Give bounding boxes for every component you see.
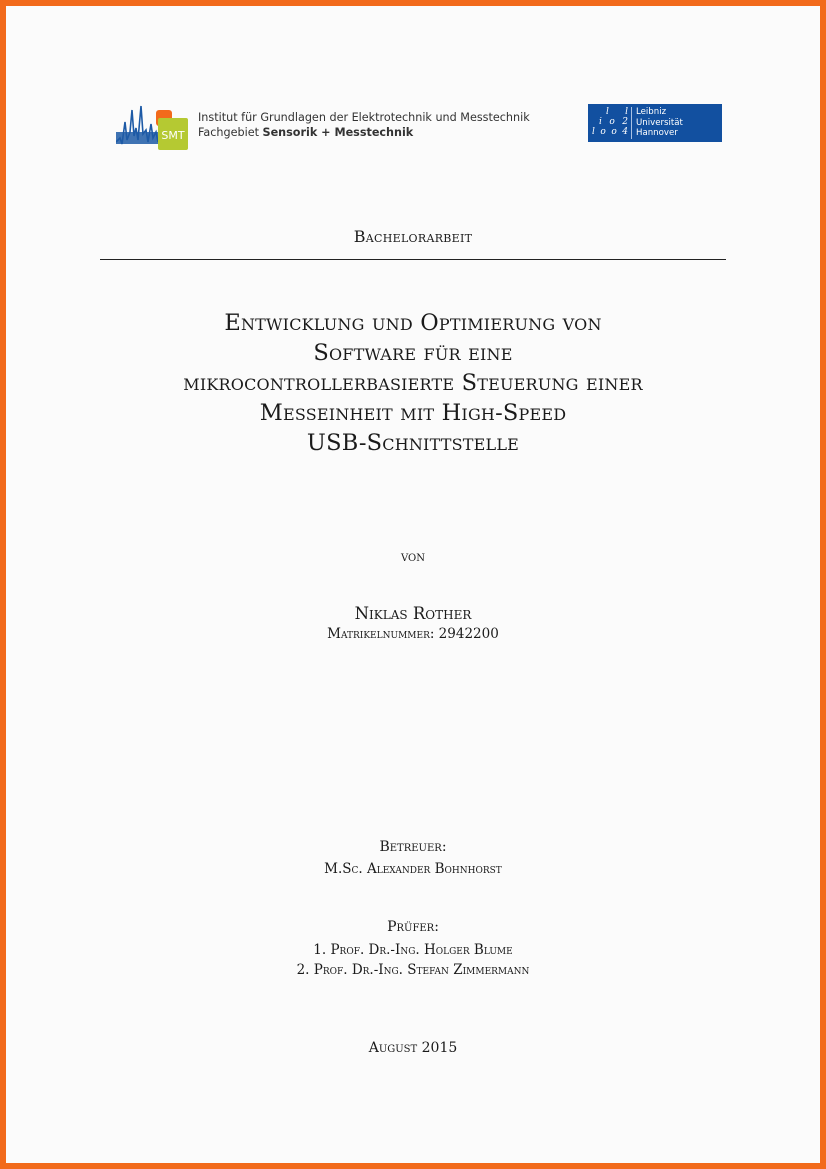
smt-badge-text: SMT <box>161 129 185 142</box>
smt-logo-icon <box>116 102 188 152</box>
matriculation-number: Matrikelnummer: 2942200 <box>327 626 499 642</box>
examiner-1: 1. Prof. Dr.-Ing. Holger Blume <box>313 942 513 958</box>
examiner-2: 2. Prof. Dr.-Ing. Stefan Zimmermann <box>296 962 530 978</box>
supervisor-name: M.Sc. Alexander Bohnhorst <box>324 861 502 877</box>
document-type: Bachelorarbeit <box>353 227 473 246</box>
examiner-label: Prüfer: <box>387 919 439 935</box>
title-rule <box>100 259 726 260</box>
thesis-title <box>100 308 726 458</box>
institute-line-1: Institut für Grundlagen der Elektrotechnik und Messtechnik <box>198 111 530 124</box>
supervisor-label: Betreuer: <box>379 839 447 855</box>
by-label: von <box>401 549 425 565</box>
title-line: Software für eine <box>313 340 513 366</box>
author-name: Niklas Rother <box>354 604 472 623</box>
title-page <box>6 6 820 1163</box>
institute-name <box>198 110 530 140</box>
title-line: Entwicklung und Optimierung von <box>224 310 602 336</box>
luh-logo <box>588 104 722 142</box>
smt-institute-logo <box>116 100 530 156</box>
title-line: mikrocontrollerbasierte Steuerung einer <box>183 370 643 396</box>
submission-date: August 2015 <box>368 1040 458 1056</box>
luh-name: Leibniz Universität Hannover <box>636 107 683 138</box>
title-line: Messeinheit mit High-Speed <box>259 400 567 426</box>
luh-emblem-icon: l l i o 2 l o o 4 <box>592 107 628 137</box>
institute-line-2: Fachgebiet Sensorik + Messtechnik <box>198 126 414 139</box>
luh-divider <box>631 107 632 139</box>
title-line: USB-Schnittstelle <box>306 430 520 456</box>
